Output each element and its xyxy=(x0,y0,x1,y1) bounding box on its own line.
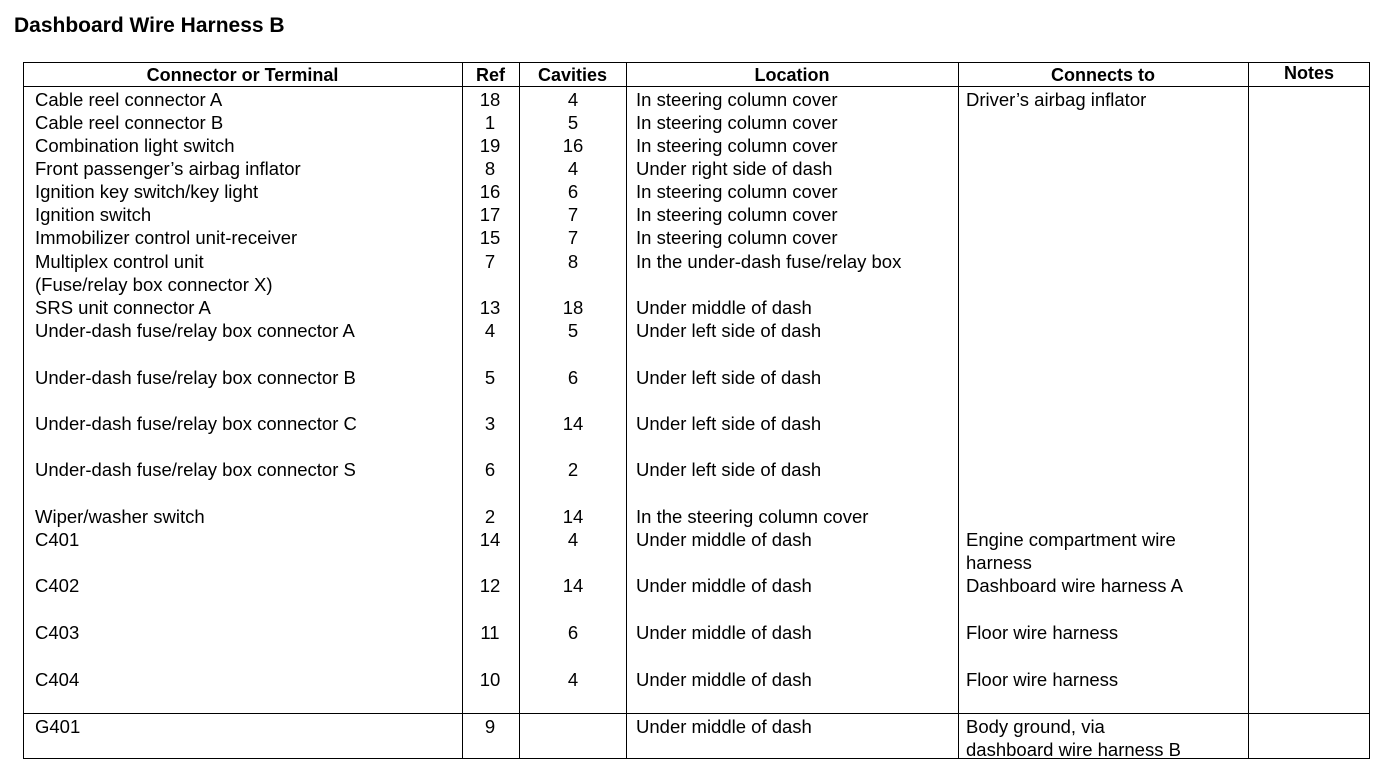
connector-name: Under-dash fuse/relay box connector A xyxy=(35,320,355,341)
ref-value: 6 xyxy=(484,459,496,480)
ref-value: 8 xyxy=(484,158,496,179)
location-value: Under left side of dash xyxy=(636,320,822,341)
connector-name: Under-dash fuse/relay box connector B xyxy=(35,367,356,388)
column-divider xyxy=(1248,62,1249,759)
connector-name: G401 xyxy=(35,716,81,737)
cavities-value: 4 xyxy=(567,669,579,690)
header-divider xyxy=(23,86,1370,87)
connector-name: Front passenger’s airbag inflator xyxy=(35,158,301,179)
header-connects-to: Connects to xyxy=(1050,65,1155,85)
connector-name: Cable reel connector B xyxy=(35,112,224,133)
connects-to-value: Engine compartment wire xyxy=(966,529,1176,550)
header-cavities: Cavities xyxy=(537,65,608,85)
page-title: Dashboard Wire Harness B xyxy=(14,14,285,37)
ref-value: 17 xyxy=(479,204,501,225)
connector-name: C402 xyxy=(35,575,80,596)
header-location: Location xyxy=(754,65,830,85)
ref-value: 16 xyxy=(479,181,501,202)
cavities-value: 4 xyxy=(567,529,579,550)
section-divider xyxy=(23,713,1370,714)
connector-name-line2: (Fuse/relay box connector X) xyxy=(35,274,273,295)
ref-value: 2 xyxy=(484,506,496,527)
cavities-value: 14 xyxy=(562,413,584,434)
header-ref: Ref xyxy=(475,65,505,85)
cavities-value: 4 xyxy=(567,158,579,179)
cavities-value: 6 xyxy=(567,367,579,388)
cavities-value: 14 xyxy=(562,575,584,596)
connects-to-value: Body ground, via xyxy=(966,716,1105,737)
location-value: Under middle of dash xyxy=(636,622,812,643)
ref-value: 14 xyxy=(479,529,501,550)
location-value: Under middle of dash xyxy=(636,575,812,596)
ref-value: 7 xyxy=(484,251,496,272)
location-value: Under middle of dash xyxy=(636,297,812,318)
column-divider xyxy=(626,62,627,759)
cavities-value: 4 xyxy=(567,89,579,110)
ref-value: 11 xyxy=(480,622,500,643)
connector-name: Ignition switch xyxy=(35,204,152,225)
cavities-value: 6 xyxy=(567,622,579,643)
cavities-value: 18 xyxy=(562,297,584,318)
cavities-value: 2 xyxy=(567,459,579,480)
connector-name: Under-dash fuse/relay box connector C xyxy=(35,413,357,434)
connects-to-value-line2: dashboard wire harness B xyxy=(966,739,1181,760)
location-value: Under left side of dash xyxy=(636,459,822,480)
location-value: In steering column cover xyxy=(636,112,838,133)
cavities-value: 14 xyxy=(562,506,584,527)
location-value: Under middle of dash xyxy=(636,716,812,737)
connects-to-value-line2: harness xyxy=(966,552,1032,573)
location-value: In the under-dash fuse/relay box xyxy=(636,251,902,272)
location-value: In steering column cover xyxy=(636,135,838,156)
connects-to-value: Floor wire harness xyxy=(966,622,1119,643)
location-value: In steering column cover xyxy=(636,204,838,225)
location-value: Under middle of dash xyxy=(636,669,812,690)
location-value: In steering column cover xyxy=(636,89,838,110)
ref-value: 9 xyxy=(484,716,496,737)
cavities-value: 8 xyxy=(567,251,579,272)
ref-value: 19 xyxy=(479,135,501,156)
connector-name: C404 xyxy=(35,669,80,690)
connects-to-value: Driver’s airbag inflator xyxy=(966,89,1147,110)
location-value: In steering column cover xyxy=(636,227,838,248)
ref-value: 5 xyxy=(484,367,496,388)
header-notes: Notes xyxy=(1283,63,1334,83)
column-divider xyxy=(958,62,959,759)
location-value: Under left side of dash xyxy=(636,413,822,434)
ref-value: 3 xyxy=(484,413,496,434)
cavities-value: 5 xyxy=(567,112,579,133)
connects-to-value: Dashboard wire harness A xyxy=(966,575,1183,596)
location-value: In steering column cover xyxy=(636,181,838,202)
location-value: Under middle of dash xyxy=(636,529,812,550)
connector-name: Cable reel connector A xyxy=(35,89,223,110)
cavities-value: 16 xyxy=(562,135,584,156)
ref-value: 10 xyxy=(479,669,501,690)
connector-name: Under-dash fuse/relay box connector S xyxy=(35,459,356,480)
connector-name: C401 xyxy=(35,529,80,550)
cavities-value: 7 xyxy=(567,227,579,248)
location-value: In the steering column cover xyxy=(636,506,869,527)
ref-value: 12 xyxy=(479,575,501,596)
ref-value: 13 xyxy=(479,297,501,318)
connects-to-value: Floor wire harness xyxy=(966,669,1119,690)
ref-value: 15 xyxy=(479,227,501,248)
cavities-value: 5 xyxy=(567,320,579,341)
connector-name: Immobilizer control unit-receiver xyxy=(35,227,298,248)
cavities-value: 6 xyxy=(567,181,579,202)
connector-name: SRS unit connector A xyxy=(35,297,211,318)
connector-name: C403 xyxy=(35,622,80,643)
location-value: Under right side of dash xyxy=(636,158,833,179)
ref-value: 4 xyxy=(484,320,496,341)
cavities-value: 7 xyxy=(567,204,579,225)
header-connector: Connector or Terminal xyxy=(146,65,339,85)
connector-name: Ignition key switch/key light xyxy=(35,181,259,202)
ref-value: 1 xyxy=(484,112,496,133)
ref-value: 18 xyxy=(479,89,501,110)
connector-name: Combination light switch xyxy=(35,135,235,156)
connector-name: Wiper/washer switch xyxy=(35,506,205,527)
connector-name: Multiplex control unit xyxy=(35,251,204,272)
location-value: Under left side of dash xyxy=(636,367,822,388)
